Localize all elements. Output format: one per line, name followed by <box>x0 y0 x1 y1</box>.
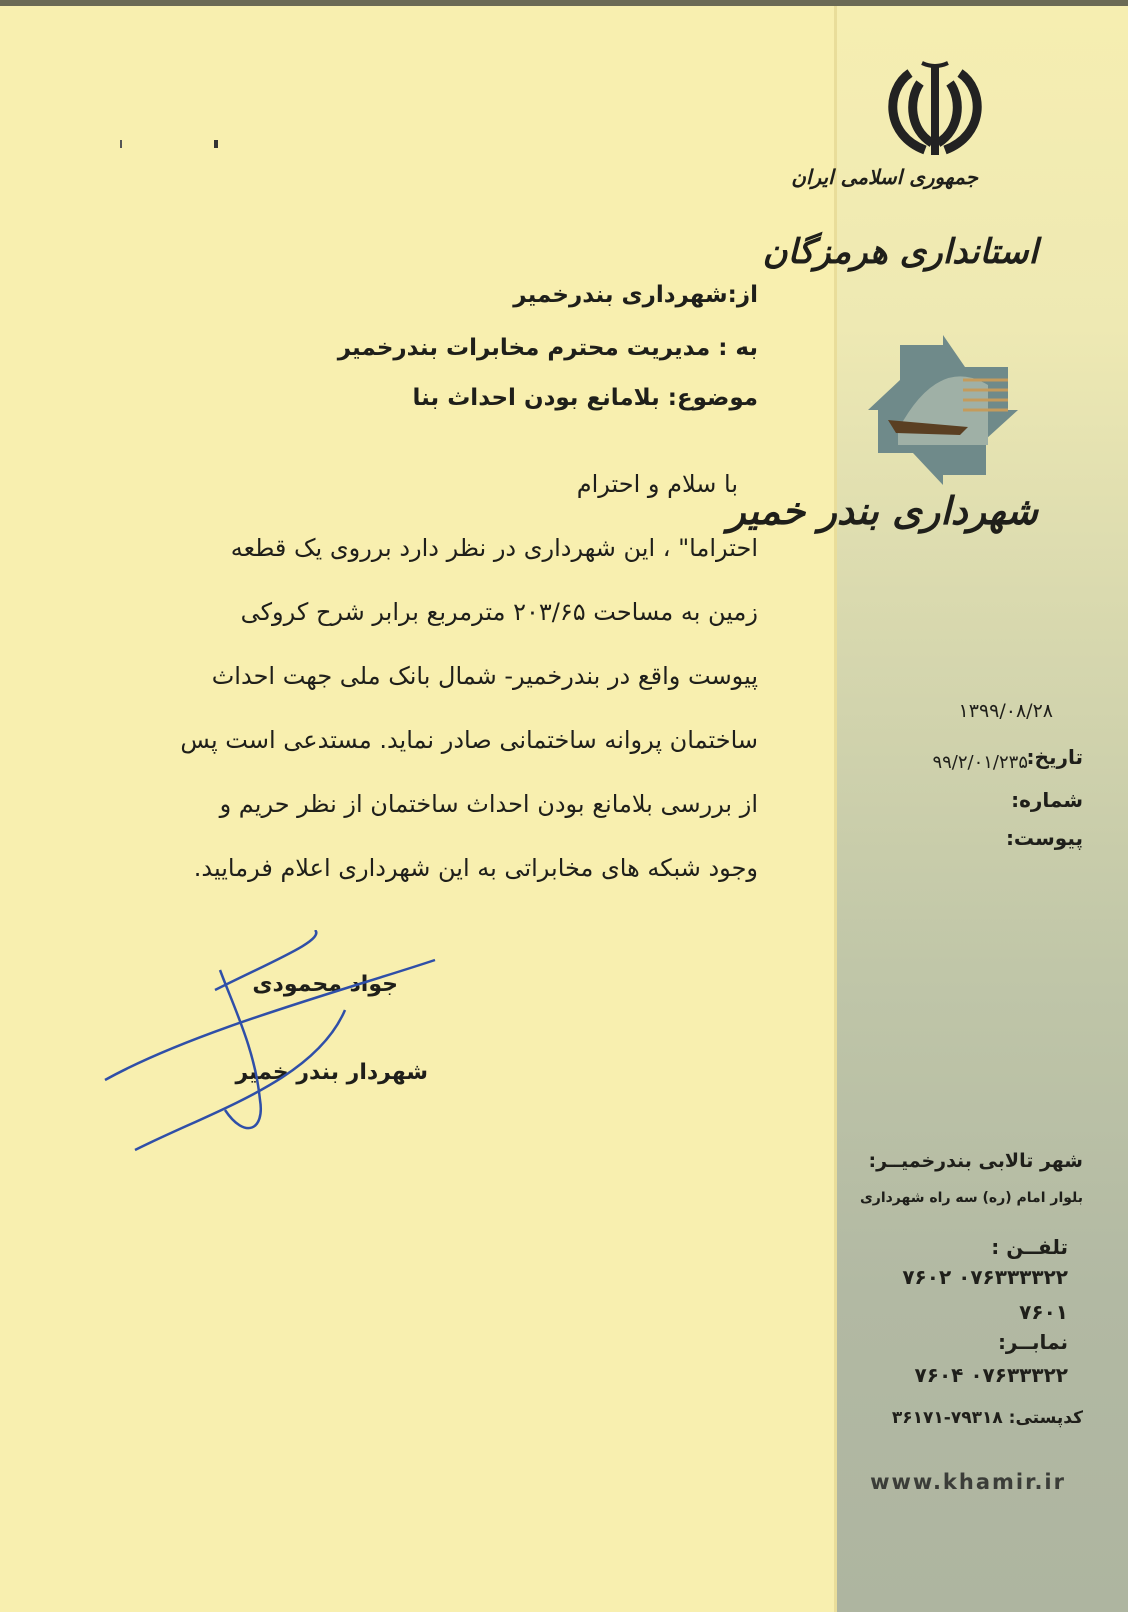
handwritten-date: ۱۳۹۹/۰۸/۲۸ <box>958 700 1053 722</box>
letter-number: ۹۹/۲/۰۱/۲۳۵ <box>932 752 1028 773</box>
phone-number-2: ۷۶۰۱ <box>1019 1300 1068 1324</box>
attachment-label: پیوست: <box>1005 826 1083 850</box>
greeting: با سلام و احترام <box>576 470 738 498</box>
signer-name: جواد محمودی <box>252 972 398 997</box>
municipality-name: شهرداری بندر خمیر <box>727 488 1038 533</box>
body-line: پیوست واقع در بندرخمیر- شمال بانک ملی جهت احداث <box>211 662 758 690</box>
phone-label: تلفــن : <box>991 1235 1068 1259</box>
handwritten-signature-icon <box>95 930 445 1170</box>
phone-number-1: ۰۷۶۳۳۳۳۲۲ ۷۶۰۲ <box>902 1265 1068 1289</box>
iran-emblem-icon <box>880 55 990 165</box>
emblem-caption: جمهوری اسلامی ایران <box>791 165 978 189</box>
number-label: شماره: <box>1011 788 1083 812</box>
signer-title: شهردار بندر خمیر <box>235 1060 428 1085</box>
letter-to: به : مدیریت محترم مخابرات بندرخمیر <box>337 335 758 361</box>
fax-number: ۰۷۶۳۳۳۲۲ ۷۶۰۴ <box>914 1363 1068 1387</box>
body-line: وجود شبکه های مخابراتی به این شهرداری اعلام فرمایید. <box>193 854 758 882</box>
footer-city: شهر تالابی بندرخمیــر: <box>868 1150 1083 1172</box>
body-line: احتراما" ، این شهرداری در نظر دارد برروی یک قطعه <box>230 534 758 562</box>
body-line: از بررسی بلامانع بودن احداث ساختمان از نظر حریم و <box>219 790 758 818</box>
postal-code: کدپستی: ۷۹۳۱۸-۳۶۱۷۱ <box>891 1408 1083 1428</box>
website-link[interactable]: www.khamir.ir <box>870 1470 1066 1494</box>
date-label: تاریخ: <box>1026 745 1083 769</box>
fax-label: نمابــر: <box>997 1330 1068 1354</box>
body-line: ساختمان پروانه ساختمانی صادر نماید. مستدعی است پس <box>180 726 758 754</box>
body-line: زمین به مساحت ۲۰۳/۶۵ مترمربع برابر شرح کروکی <box>240 598 758 626</box>
footer-address: بلوار امام (ره) سه راه شهرداری <box>859 1190 1083 1206</box>
scan-speck <box>120 140 122 148</box>
letter-from: از:شهرداری بندرخمیر <box>513 282 758 308</box>
scan-speck <box>214 140 218 148</box>
province-name: استانداری هرمزگان <box>762 232 1038 272</box>
letter-subject: موضوع: بلامانع بودن احداث بنا <box>412 385 758 411</box>
municipality-logo-icon <box>868 335 1018 485</box>
